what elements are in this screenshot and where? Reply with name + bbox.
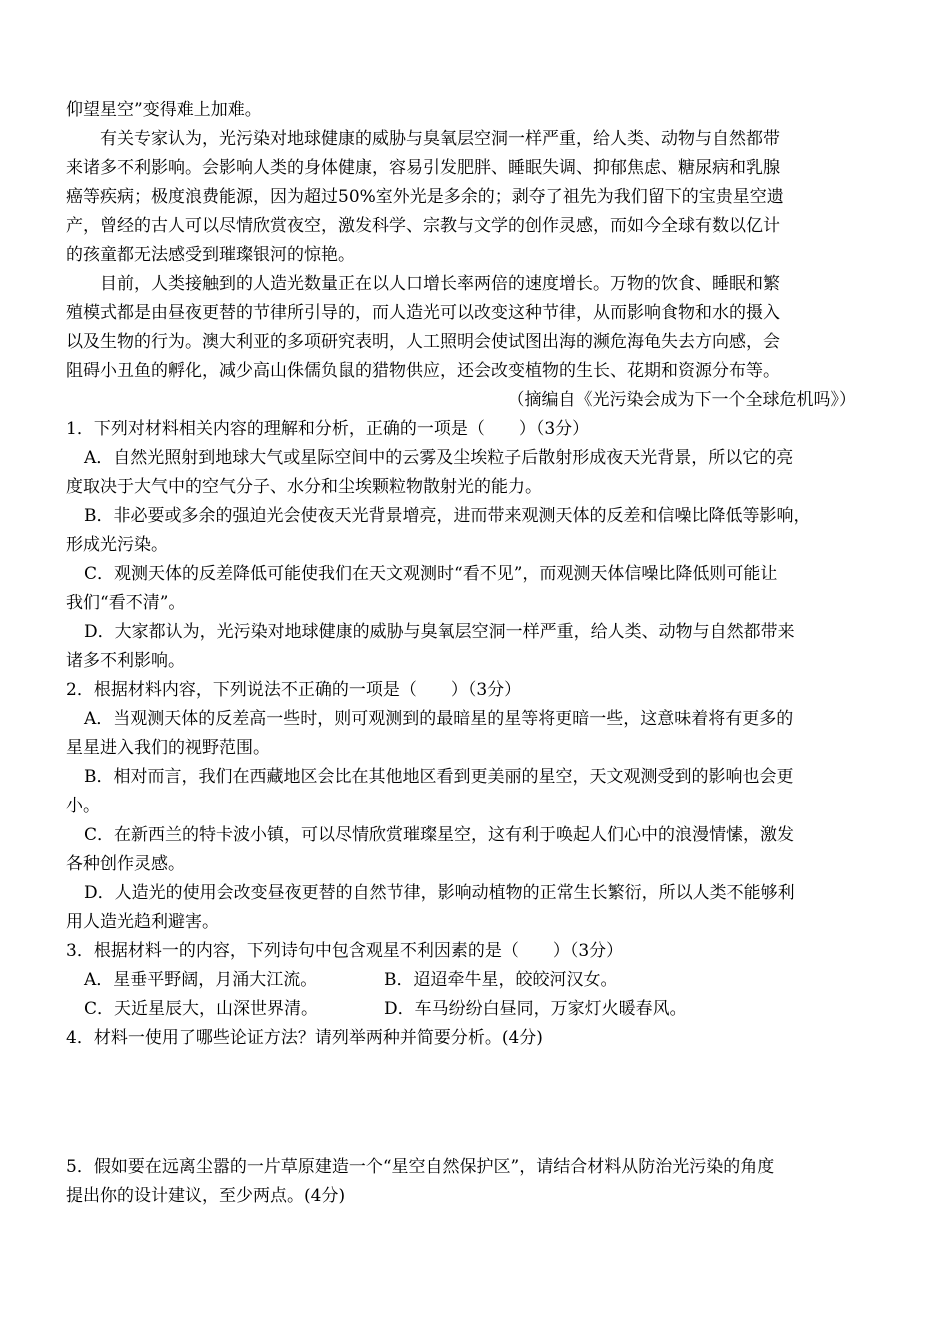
passage-line: 产，曾经的古人可以尽情欣赏夜空，激发科学、宗教与文学的创作灵感，而如今全球有数以亿计 [66,216,780,236]
question-stem: 3．根据材料一的内容，下列诗句中包含观星不利因素的是（ ）（3分） [66,941,624,961]
question-2 [66,676,886,937]
option-line: C．在新西兰的特卡波小镇，可以尽情欣赏璀璨星空，这有利于唤起人们心中的浪漫情愫，激发 [84,825,795,845]
answer-space [66,1053,886,1153]
option-a [66,705,886,763]
option-line: A．当观测天体的反差高一些时，则可观测到的最暗星的星等将更暗一些，这意味着将有更多的 [84,709,794,729]
option-a: A．星垂平野阔，月涌大江流。 [84,970,318,990]
question-stem: 5．假如要在远离尘嚣的一片草原建造一个“星空自然保护区”，请结合材料从防治光污染的角度 [66,1157,775,1177]
option-line: B．非必要或多余的强迫光会使夜天光背景增亮，进而带来观测天体的反差和信噪比降低等影响， [84,506,811,526]
question-1 [66,415,886,676]
passage-line: 目前，人类接触到的人造光数量正在以人口增长率两倍的速度增长。万物的饮食、睡眠和繁 [100,274,780,294]
option-line: D．人造光的使用会改变昼夜更替的自然节律，影响动植物的正常生长繁衍，所以人类不能够利 [84,883,795,903]
passage-paragraph-2 [66,270,886,386]
passage-line: 癌等疾病；极度浪费能源，因为超过50%室外光是多余的；剥夺了祖先为我们留下的宝贵星空遗 [66,187,784,207]
option-line: 各种创作灵感。 [66,854,185,874]
option-d [66,879,886,937]
exam-page [66,96,886,1211]
question-4 [66,1024,886,1053]
option-line: 用人造光趋利避害。 [66,912,219,932]
option-line: B．相对而言，我们在西藏地区会比在其他地区看到更美丽的星空，天文观测受到的影响也会更 [84,767,794,787]
option-b [66,763,886,821]
option-line: A．自然光照射到地球大气或星际空间中的云雾及尘埃粒子后散射形成夜天光背景，所以它的亮 [84,448,794,468]
passage-line: 仰望星空”变得难上加难。 [66,100,262,120]
option-line: 度取决于大气中的空气分子、水分和尘埃颗粒物散射光的能力。 [66,477,542,497]
question-stem: 2．根据材料内容，下列说法不正确的一项是（ ）（3分） [66,680,522,700]
passage-paragraph-1 [66,125,886,270]
passage-line: 阻碍小丑鱼的孵化，减少高山侏儒负鼠的猎物供应，还会改变植物的生长、花期和资源分布等。 [66,361,780,381]
option-line: D．大家都认为，光污染对地球健康的威胁与臭氧层空洞一样严重，给人类、动物与自然都带来 [84,622,795,642]
option-a [66,444,886,502]
passage-line: 的孩童都无法感受到璀璨银河的惊艳。 [66,245,355,265]
question-stem: 1．下列对材料相关内容的理解和分析，正确的一项是（ ）（3分） [66,419,590,439]
option-row [66,966,886,995]
passage-line: 以及生物的行为。澳大利亚的多项研究表明，人工照明会使试图出海的濒危海龟失去方向感，会 [66,332,780,352]
passage-source: （摘编自《光污染会成为下一个全球危机吗》） [507,390,856,410]
question-stem: 4．材料一使用了哪些论证方法？请列举两种并简要分析。(4分) [66,1028,543,1048]
option-row [66,995,886,1024]
option-line: 小。 [66,796,100,816]
option-c: C．天近星辰大，山深世界清。 [84,999,319,1019]
question-stem-continued: 提出你的设计建议，至少两点。(4分) [66,1186,346,1206]
option-b: B．迢迢牵牛星，皎皎河汉女。 [384,970,618,990]
option-d [66,618,886,676]
option-line: 诸多不利影响。 [66,651,185,671]
option-line: C．观测天体的反差降低可能使我们在天文观测时“看不见”，而观测天体信噪比降低则可能让 [84,564,778,584]
passage-line: 有关专家认为，光污染对地球健康的威胁与臭氧层空洞一样严重，给人类、动物与自然都带 [100,129,780,149]
question-3 [66,937,886,1024]
option-c [66,821,886,879]
option-line: 我们“看不清”。 [66,593,186,613]
option-d: D．车马纷纷白昼同，万家灯火暖春风。 [384,999,687,1019]
passage-line: 来诸多不利影响。会影响人类的身体健康，容易引发肥胖、睡眠失调、抑郁焦虑、糖尿病和乳腺 [66,158,780,178]
question-5 [66,1153,886,1211]
passage-line: 殖模式都是由昼夜更替的节律所引导的，而人造光可以改变这种节律，从而影响食物和水的摄入 [66,303,780,323]
option-line: 星星进入我们的视野范围。 [66,738,270,758]
option-c [66,560,886,618]
option-b [66,502,886,560]
option-line: 形成光污染。 [66,535,168,555]
